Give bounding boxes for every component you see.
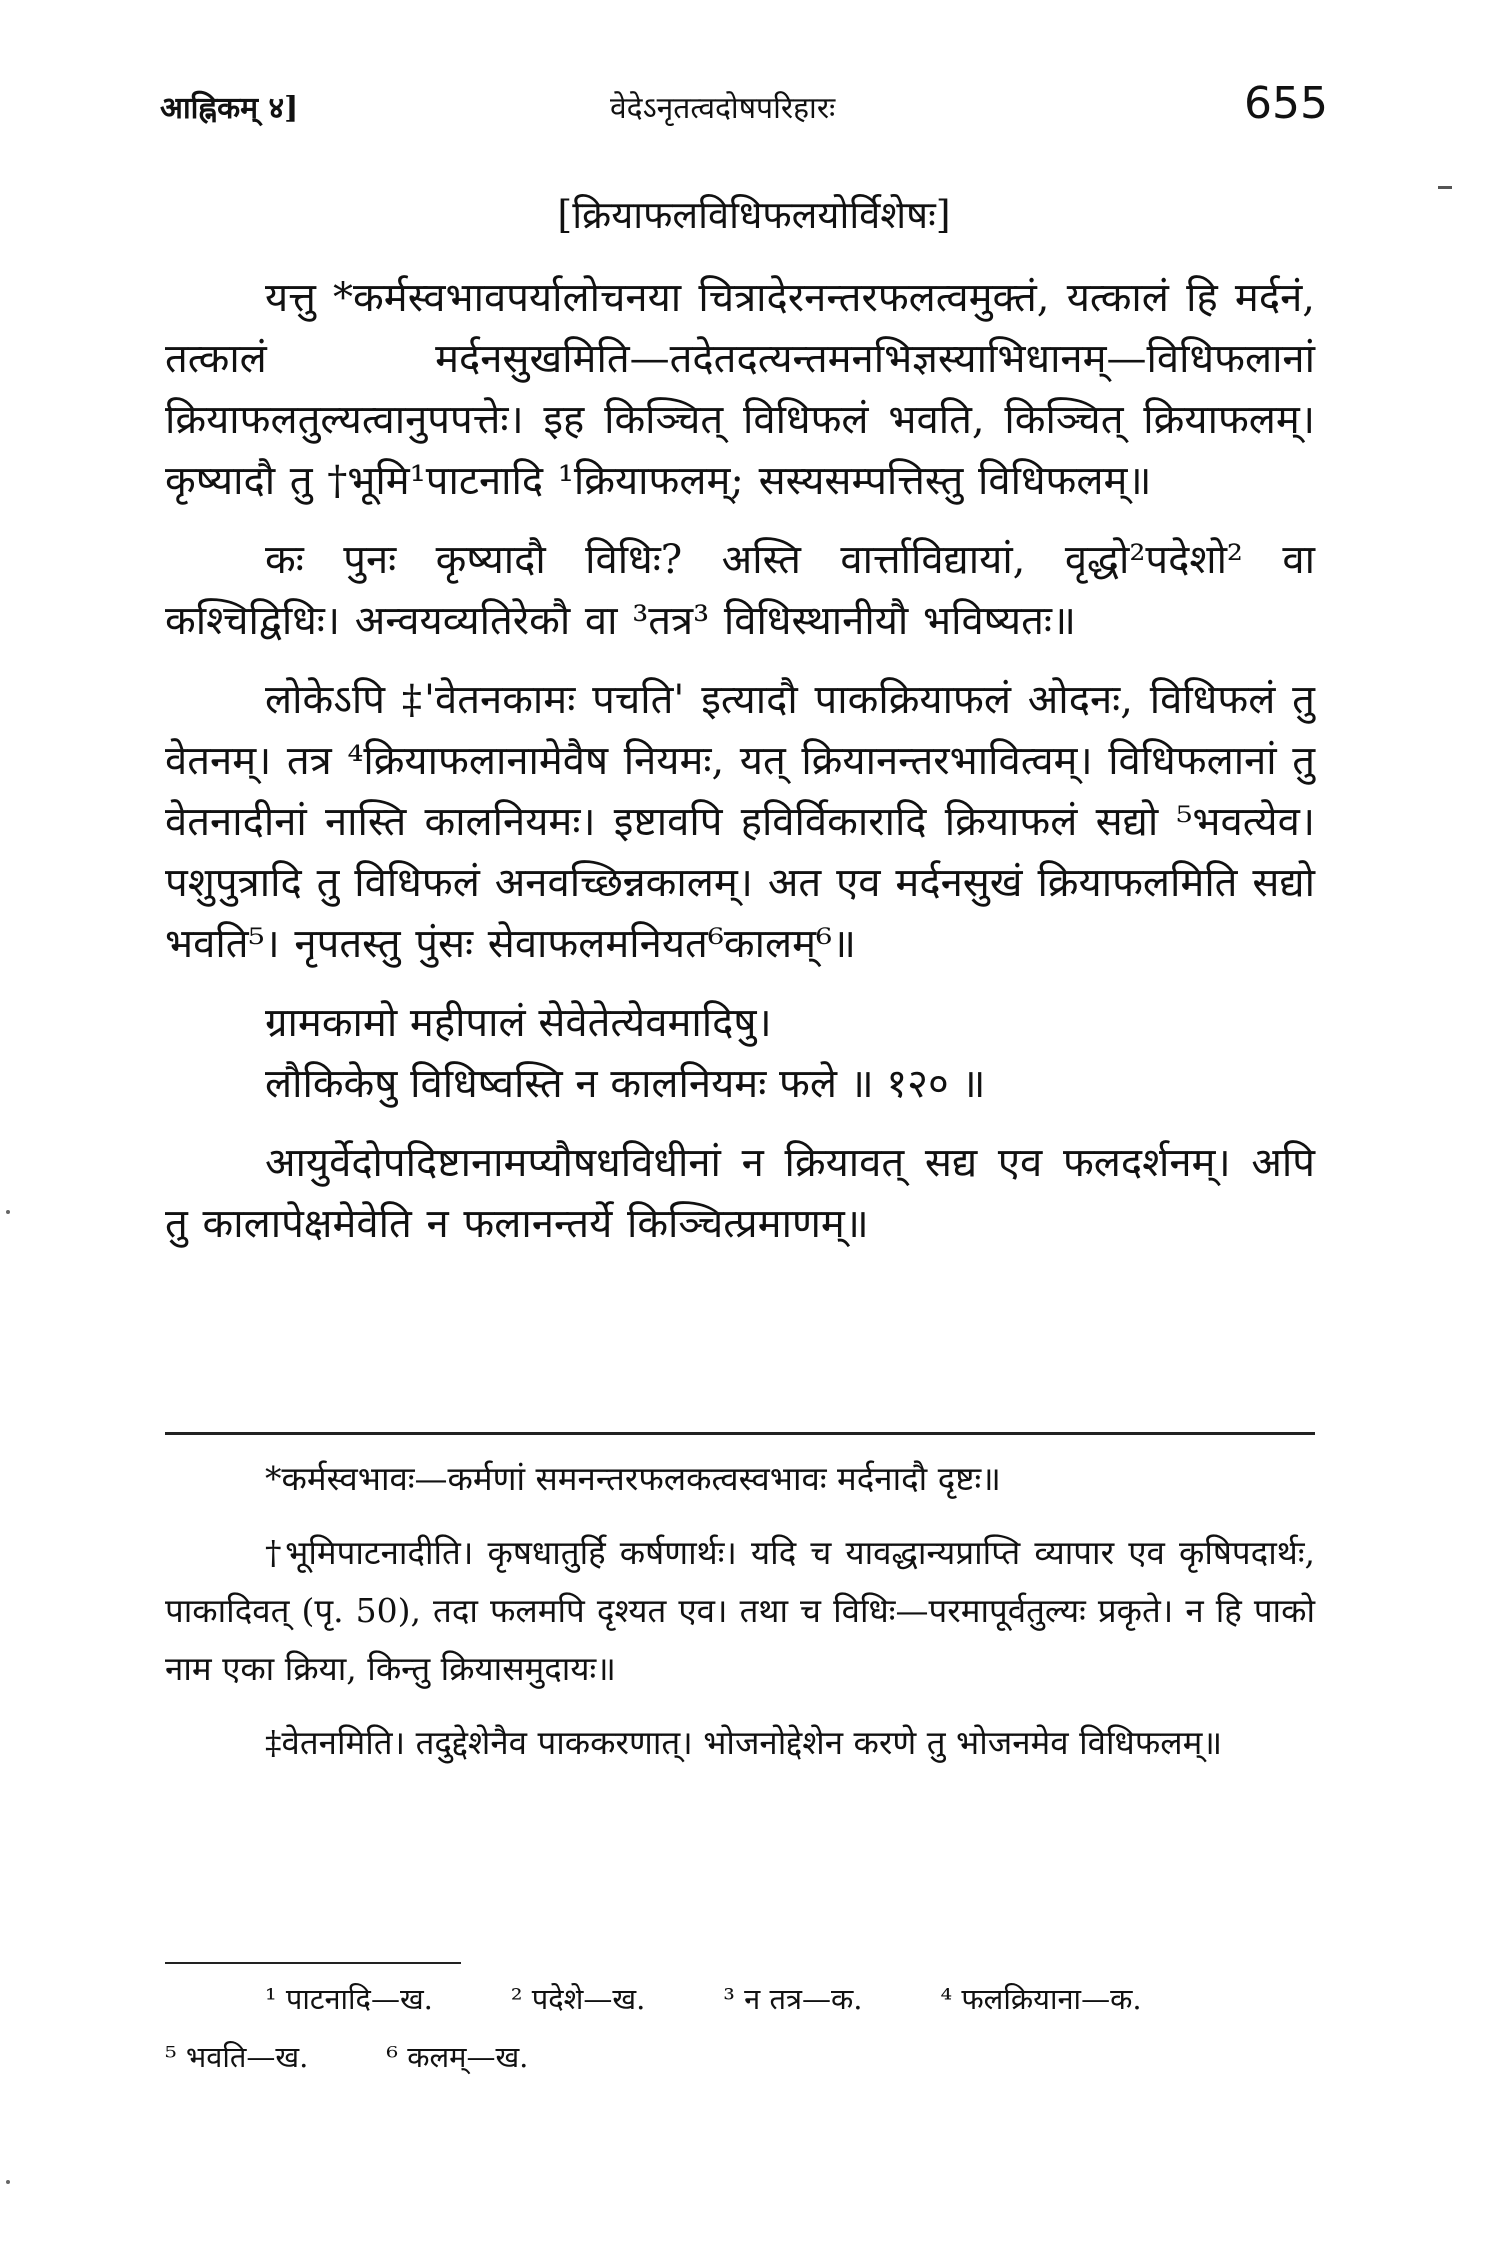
paragraph-2: कः पुनः कृष्यादौ विधिः? अस्ति वार्त्ताविद्यायां, वृद्धो²पदेशो² वा कश्चिद्विधिः। अन्वयव्यतिरेकौ वा ³तत्र³ विधिस्थानीयौ भविष्यतः॥ [165,537,1315,644]
footnote-divider [165,1432,1315,1435]
page-number: 655 [1244,78,1328,129]
variant-1: ¹ पाटनादि—ख. [265,1982,433,2016]
header-topic: वेदेऽनृतत्वदोषपरिहारः [610,91,836,126]
variant-row-2 [165,2028,1315,2086]
footnote-asterisk: *कर्मस्वभावः—कर्मणां समनन्तरफलकत्वस्वभावः मर्दनादौ दृष्टः॥ [265,1459,1001,1498]
footnote-double-dagger: ‡वेतनमिति। तदुद्देशेनैव पाककरणात्। भोजनोद्देशेन करणे तु भोजनमेव विधिफलम्॥ [265,1723,1223,1762]
verse-line-1: ग्रामकामो महीपालं सेवेतेत्येवमादिषु। [265,1000,772,1046]
variant-readings [165,1970,1315,2086]
margin-mark [1438,186,1452,189]
variant-5: ⁵ भवति—ख. [165,2040,309,2074]
verse-line-2: लौकिकेषु विधिष्वस्ति न कालनियमः फले ॥ १२० ॥ [265,1061,986,1107]
variant-row-1 [165,1970,1315,2028]
main-text [165,268,1315,1273]
running-header [160,78,1328,138]
scan-speck [6,1210,10,1214]
header-chapter: आह्निकम् ४] [160,91,299,126]
variant-3: ³ न तत्र—क. [723,1982,863,2016]
footnote-dagger: †भूमिपाटनादीति। कृषधातुर्हि कर्षणार्थः। यदि च यावद्धान्यप्राप्ति व्यापार एव कृषिपदार्थः, पाकादिवत् (पृ. 50), तदा फलमपि दृश्यत एव। तथा च विधिः—परमापूर्वतुल्यः प्रकृते। न हि पाको नाम एका क्रिया, किन्तु क्रियासमुदायः॥ [165,1533,1315,1688]
scan-speck [6,2180,10,2184]
paragraph-3: लोकेऽपि ‡'वेतनकामः पचति' इत्यादौ पाकक्रियाफलं ओदनः, विधिफलं तु वेतनम्। तत्र ⁴क्रियाफलानामेवैष नियमः, यत् क्रियानन्तरभावित्वम्। विधिफलानां तु वेतनादीनां नास्ति कालनियमः। इष्टावपि हविर्विकारादि क्रियाफलं सद्यो ⁵भवत्येव। पशुपुत्रादि तु विधिफलं अनवच्छिन्नकालम्। अत एव मर्दनसुखं क्रियाफलमिति सद्यो भवति⁵। नृपतस्तु पुंसः सेवाफलमनियत⁶कालम्⁶॥ [165,677,1315,967]
variant-6: ⁶ कलम्—ख. [386,2040,529,2074]
variant-4: ⁴ फलक्रियाना—क. [940,1982,1142,2016]
variants-divider [165,1962,461,1964]
footnotes [165,1450,1315,1788]
paragraph-4: आयुर्वेदोपदिष्टानामप्यौषधविधीनां न क्रियावत् सद्य एव फलदर्शनम्। अपि तु कालापेक्षमेवेति न फलानन्तर्ये किञ्चित्प्रमाणम्॥ [165,1140,1315,1247]
section-title: [क्रियाफलविधिफलयोर्विशेषः] [557,193,951,237]
variant-2: ² पदेशे—ख. [510,1982,646,2016]
paragraph-1: यत्तु *कर्मस्वभावपर्यालोचनया चित्रादेरनन्तरफलत्वमुक्तं, यत्कालं हि मर्दनं, तत्कालं मर्दनसुखमिति—तदेतदत्यन्तमनभिज्ञस्याभिधानम्—विधिफलानां क्रियाफलतुल्यत्वानुपपत्तेः। इह किञ्चित् विधिफलं भवति, किञ्चित् क्रियाफलम्। कृष्यादौ तु †भूमि¹पाटनादि ¹क्रियाफलम्; सस्यसम्पत्तिस्तु विधिफलम्॥ [165,275,1315,504]
